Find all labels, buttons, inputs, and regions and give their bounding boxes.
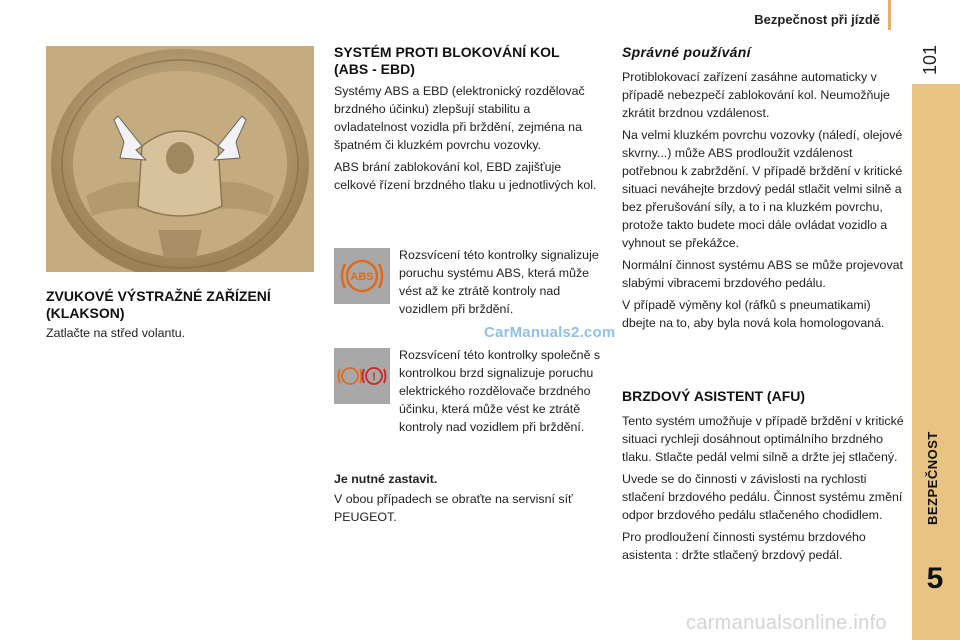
steering-wheel-illustration bbox=[46, 46, 314, 272]
chapter-number: 5 bbox=[926, 562, 944, 595]
watermark-bottom: carmanualsonline.info bbox=[686, 612, 887, 634]
usage-paragraph-2: Na velmi kluzkém povrchu vozovky (náledí, olejové skvrny...) může ABS prodloužit vzdálenost potřebnou k zabrždění. V případě brždění v kritické situaci neváhejte brzdový pedál stlačit velmi silně a bez přerušování síly, a to i na kluzkém povrchu, protože takto budete moci dále ovládat vozidlo a vyhnout se překážce. bbox=[622, 128, 903, 250]
afu-text bbox=[622, 412, 904, 568]
chapter-label: BEZPEČNOST bbox=[925, 431, 940, 525]
horn-text: Zatlačte na střed volantu. bbox=[46, 326, 186, 340]
abs-lamp-text: Rozsvícení této kontrolky signalizuje poruchu systému ABS, která může vést až ke ztrátě kontroly nad vozidlem při brždění. bbox=[399, 248, 599, 316]
brake-lamp-box bbox=[334, 348, 390, 404]
abs-lamp-box bbox=[334, 248, 390, 304]
watermark-top: CarManuals2.com bbox=[484, 324, 616, 341]
usage-paragraph-3: Normální činnost systému ABS se může projevovat slabými vibracemi brzdového pedálu. bbox=[622, 258, 903, 290]
svg-text:!: ! bbox=[372, 371, 376, 383]
afu-title: BRZDOVÝ ASISTENT (AFU) bbox=[622, 388, 806, 404]
running-header: Bezpečnost při jízdě bbox=[754, 12, 880, 27]
abs-title: SYSTÉM PROTI BLOKOVÁNÍ KOL (ABS - EBD) bbox=[334, 44, 560, 77]
stop-warning-text: V obou případech se obraťte na servisní síť PEUGEOT. bbox=[334, 492, 573, 524]
usage-paragraph-4: V případě výměny kol (ráfků s pneumatikami) dbejte na to, aby byla nová kola homologovaná. bbox=[622, 298, 885, 330]
page-number: 101 bbox=[920, 44, 940, 76]
usage-title: Správné používání bbox=[622, 44, 751, 60]
header-divider bbox=[888, 0, 891, 30]
abs-paragraph-1: Systémy ABS a EBD (elektronický rozdělovač brzdného účinku) zlepšují stabilitu a ovladatelnost vozidla při brždění, zejména na špatném či kluzkém povrchu vozovky. bbox=[334, 84, 585, 152]
brake-warning-icon bbox=[334, 348, 390, 404]
abs-intro bbox=[334, 82, 606, 198]
afu-paragraph-1: Tento systém umožňuje v případě brždění v kritické situaci rychleji dosáhnout optimálního brzdného tlaku. Stlačte pedál velmi silně a držte jej stlačený. bbox=[622, 414, 904, 464]
afu-paragraph-2: Uvede se do činnosti v závislosti na rychlosti stlačení brzdového pedálu. Činnost systému změní odpor brzdového pedálu stlačeného chodidlem. bbox=[622, 472, 903, 522]
usage-text bbox=[622, 68, 904, 336]
abs-paragraph-2: ABS brání zablokování kol, EBD zajišťuje celkové řízení brzdného tlaku u jednotlivých kol. bbox=[334, 160, 597, 192]
steering-wheel-icon bbox=[46, 46, 314, 272]
afu-paragraph-3: Pro prodloužení činnosti systému brzdového asistenta : držte stlačený brzdový pedál. bbox=[622, 530, 866, 562]
horn-title: ZVUKOVÉ VÝSTRAŽNÉ ZAŘÍZENÍ (KLAKSON) bbox=[46, 288, 271, 321]
usage-paragraph-1: Protiblokovací zařízení zasáhne automaticky v případě nebezpečí zablokování kol. Neumožňuje zkrátit brzdnou vzdálenost. bbox=[622, 70, 890, 120]
abs-warning-icon bbox=[334, 248, 390, 304]
brake-lamp-text: Rozsvícení této kontrolky společně s kontrolkou brzd signalizuje poruchu elektrického rozdělovače brzdného účinku, která může vést ke ztrátě kontroly nad vozidlem při brždění. bbox=[399, 348, 601, 434]
chapter-tab bbox=[912, 84, 960, 640]
svg-text:ABS: ABS bbox=[350, 271, 374, 283]
stop-warning-title: Je nutné zastavit. bbox=[334, 472, 438, 486]
